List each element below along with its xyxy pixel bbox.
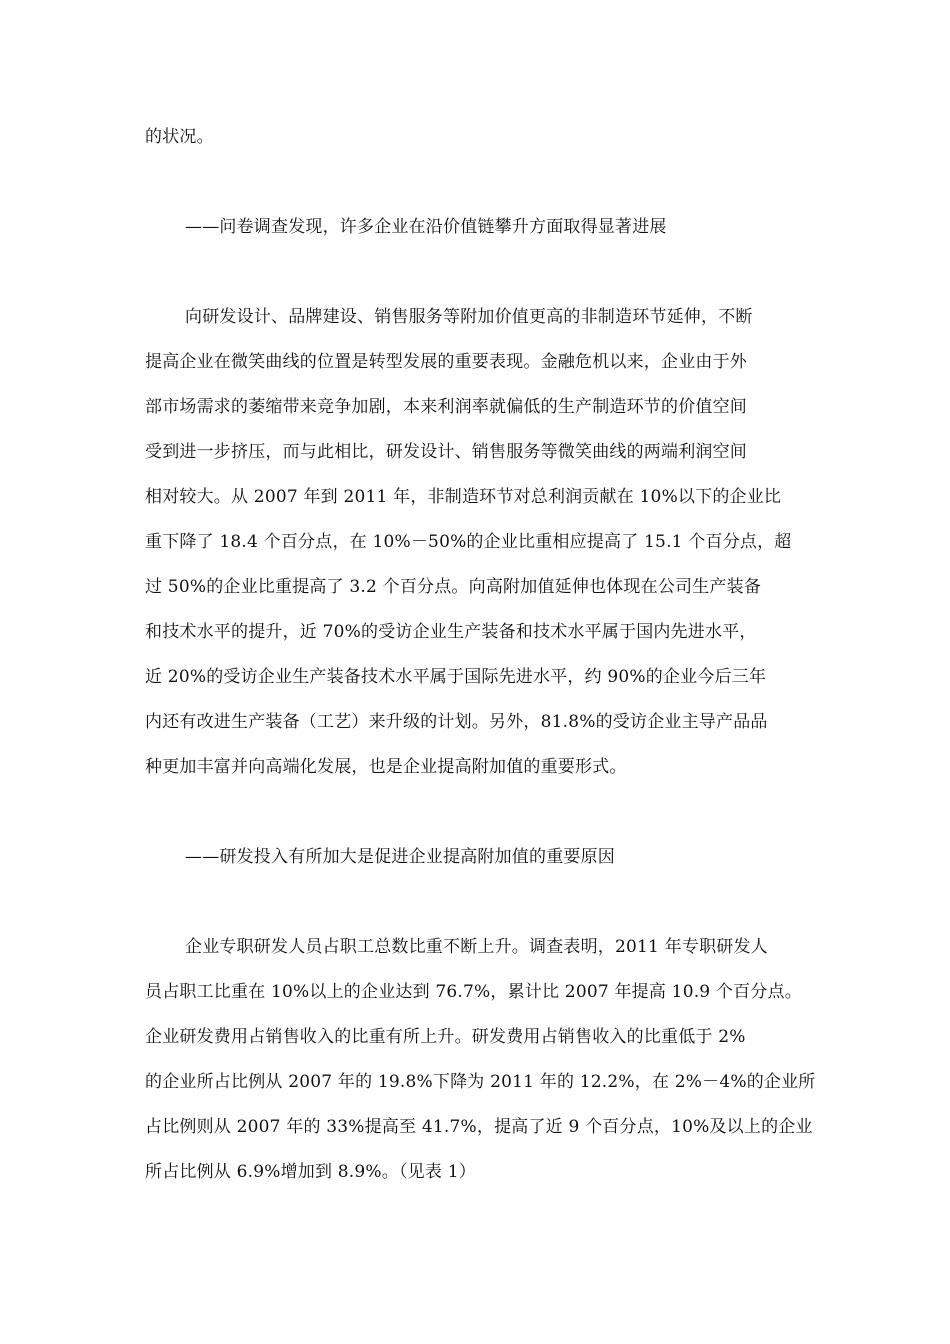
paragraph-line: 占比例则从 2007 年的 33%提高至 41.7%，提高了近 9 个百分点，10%及以上的企业 bbox=[145, 1117, 813, 1137]
paragraph-line: 所占比例从 6.9%增加到 8.9%。（见表 1） bbox=[145, 1162, 476, 1182]
paragraph-line: 部市场需求的萎缩带来竞争加剧，本来利润率就偏低的生产制造环节的价值空间 bbox=[145, 397, 747, 417]
paragraph-line: 近 20%的受访企业生产装备技术水平属于国际先进水平，约 90%的企业今后三年 bbox=[145, 667, 767, 687]
paragraph-line: 向研发设计、品牌建设、销售服务等附加价值更高的非制造环节延伸，不断 bbox=[185, 307, 753, 327]
section-heading: ——问卷调查发现，许多企业在沿价值链攀升方面取得显著进展 bbox=[185, 217, 667, 237]
paragraph-line: 过 50%的企业比重提高了 3.2 个百分点。向高附加值延伸也体现在公司生产装备 bbox=[145, 577, 762, 597]
section-heading: ——研发投入有所加大是促进企业提高附加值的重要原因 bbox=[185, 847, 615, 867]
paragraph-line: 受到进一步挤压，而与此相比，研发设计、销售服务等微笑曲线的两端利润空间 bbox=[145, 442, 747, 462]
paragraph-fragment: 的状况。 bbox=[145, 127, 214, 147]
paragraph-line: 企业研发费用占销售收入的比重有所上升。研发费用占销售收入的比重低于 2% bbox=[145, 1027, 746, 1047]
paragraph-line: 员占职工比重在 10%以上的企业达到 76.7%，累计比 2007 年提高 10.9 个百分点。 bbox=[145, 982, 802, 1002]
paragraph-line: 种更加丰富并向高端化发展，也是企业提高附加值的重要形式。 bbox=[145, 757, 627, 777]
paragraph-line: 企业专职研发人员占职工总数比重不断上升。调查表明，2011 年专职研发人 bbox=[185, 937, 768, 957]
paragraph-line: 重下降了 18.4 个百分点，在 10%－50%的企业比重相应提高了 15.1 个百分点，超 bbox=[145, 532, 792, 552]
paragraph-line: 内还有改进生产装备（工艺）来升级的计划。另外，81.8%的受访企业主导产品品 bbox=[145, 712, 768, 732]
paragraph-line: 提高企业在微笑曲线的位置是转型发展的重要表现。金融危机以来，企业由于外 bbox=[145, 352, 747, 372]
paragraph-line: 和技术水平的提升，近 70%的受访企业生产装备和技术水平属于国内先进水平， bbox=[145, 622, 757, 642]
paragraph-line: 的企业所占比例从 2007 年的 19.8%下降为 2011 年的 12.2%，在 2%－4%的企业所 bbox=[145, 1072, 816, 1092]
paragraph-line: 相对较大。从 2007 年到 2011 年，非制造环节对总利润贡献在 10%以下的企业比 bbox=[145, 487, 782, 507]
